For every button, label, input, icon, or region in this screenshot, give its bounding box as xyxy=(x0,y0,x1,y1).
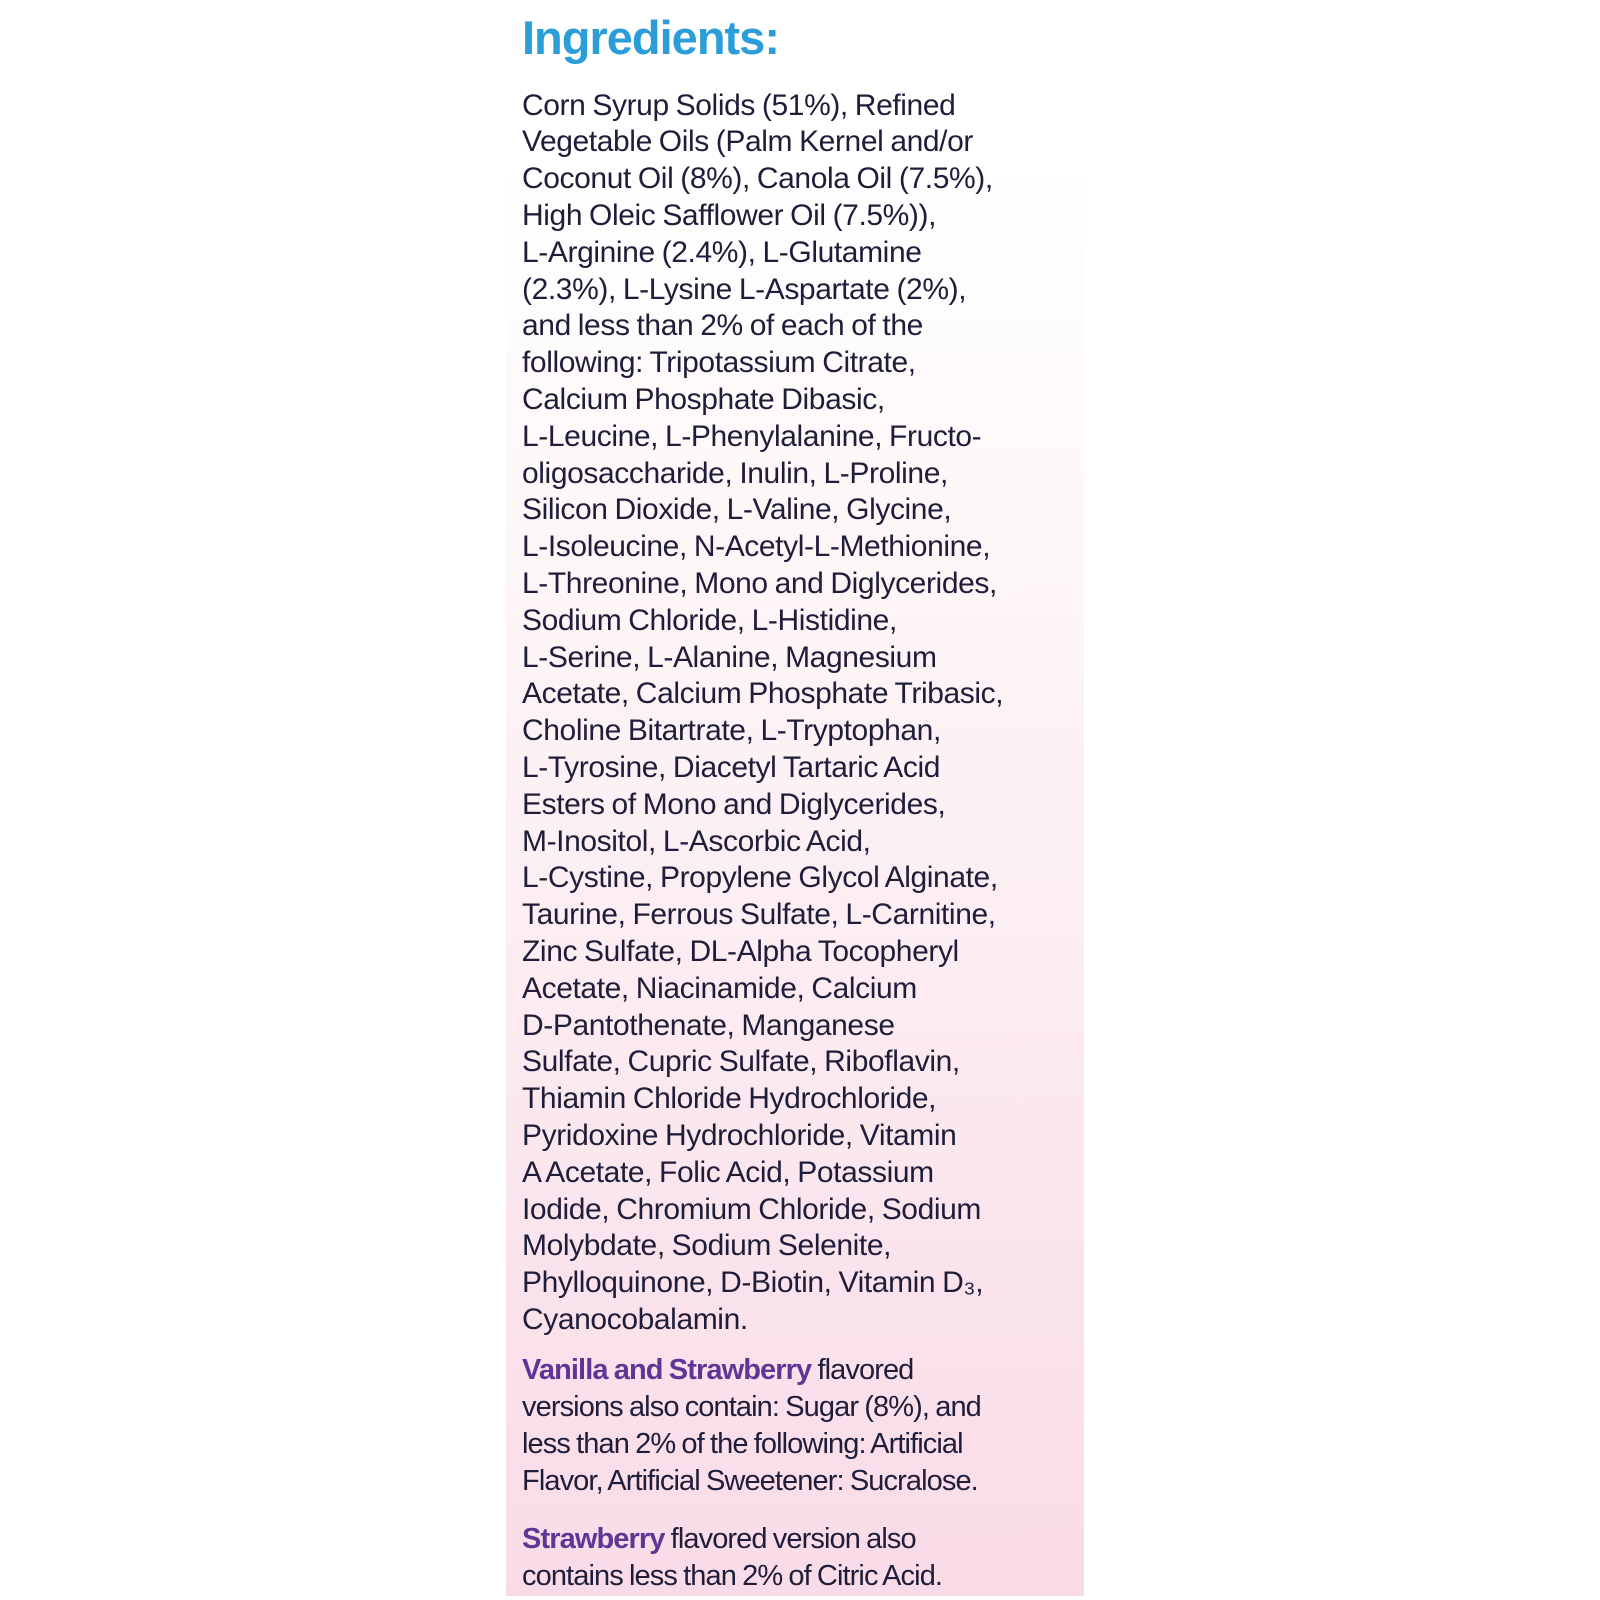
text-line: Thiamin Chloride Hydrochloride, xyxy=(522,1082,937,1116)
text-line: following: Tripotassium Citrate, xyxy=(522,346,916,380)
text-line: L-Cystine, Propylene Glycol Alginate, xyxy=(522,861,998,895)
flavor-name-lead: Vanilla and Strawberry xyxy=(522,1353,812,1386)
text-line: Calcium Phosphate Dibasic, xyxy=(522,383,885,417)
text-line: Acetate, Niacinamide, Calcium xyxy=(522,971,917,1005)
text-line: Choline Bitartrate, L-Tryptophan, xyxy=(522,714,941,748)
text-line: less than 2% of the following: Artificial xyxy=(522,1427,963,1460)
vanilla-strawberry-note xyxy=(522,1352,1076,1500)
text-line: Phylloquinone, D-Biotin, Vitamin D₃, xyxy=(522,1266,984,1300)
text-line: L-Serine, L-Alanine, Magnesium xyxy=(522,640,937,674)
text-line: oligosaccharide, Inulin, L-Proline, xyxy=(522,456,948,490)
text-line: L-Arginine (2.4%), L-Glutamine xyxy=(522,235,922,269)
text-line: contains less than 2% of Citric Acid. xyxy=(522,1559,943,1592)
text-line: Coconut Oil (8%), Canola Oil (7.5%), xyxy=(522,162,993,196)
text-line: L-Threonine, Mono and Diglycerides, xyxy=(522,567,997,601)
text-line: D-Pantothenate, Manganese xyxy=(522,1008,895,1042)
text-line: (2.3%), L-Lysine L-Aspartate (2%), xyxy=(522,272,967,306)
text-line: Acetate, Calcium Phosphate Tribasic, xyxy=(522,677,1004,711)
text-line: A Acetate, Folic Acid, Potassium xyxy=(522,1155,934,1189)
text-line: L-Leucine, L-Phenylalanine, Fructo- xyxy=(522,419,982,453)
text-line: Pyridoxine Hydrochloride, Vitamin xyxy=(522,1119,957,1152)
text-line: High Oleic Safflower Oil (7.5%)), xyxy=(522,199,937,233)
text-line: Strawberry flavored version also xyxy=(522,1522,916,1555)
text-line: L-Tyrosine, Diacetyl Tartaric Acid xyxy=(522,751,941,785)
text-line: Sodium Chloride, L-Histidine, xyxy=(522,603,897,637)
text-line: Taurine, Ferrous Sulfate, L-Carnitine, xyxy=(522,898,996,932)
text-line: and less than 2% of each of the xyxy=(522,309,923,343)
ingredients-title: Ingredients: xyxy=(522,11,779,64)
text-line: Vanilla and Strawberry flavored xyxy=(522,1353,914,1386)
strawberry-note xyxy=(522,1521,1076,1595)
text-line: Sulfate, Cupric Sulfate, Riboflavin, xyxy=(522,1045,960,1079)
text-line: Zinc Sulfate, DL-Alpha Tocopheryl xyxy=(522,935,959,969)
text-line: versions also contain: Sugar (8%), and xyxy=(522,1390,981,1423)
text-line: Corn Syrup Solids (51%), Refined xyxy=(522,88,956,122)
text-line: Iodide, Chromium Chloride, Sodium xyxy=(522,1192,982,1226)
ingredients-panel xyxy=(506,0,1084,1596)
text-line: Molybdate, Sodium Selenite, xyxy=(522,1229,892,1263)
text-line: Cyanocobalamin. xyxy=(522,1302,748,1336)
text-line: Vegetable Oils (Palm Kernel and/or xyxy=(522,125,973,159)
ingredients-list xyxy=(522,88,1076,1339)
text-line: Flavor, Artificial Sweetener: Sucralose. xyxy=(522,1464,978,1497)
text-line: L-Isoleucine, N-Acetyl-L-Methionine, xyxy=(522,530,991,564)
text-line: Silicon Dioxide, L-Valine, Glycine, xyxy=(522,493,952,527)
text-line: Esters of Mono and Diglycerides, xyxy=(522,787,946,821)
text-line: M-Inositol, L-Ascorbic Acid, xyxy=(522,824,871,858)
flavor-name-lead: Strawberry xyxy=(522,1522,665,1555)
